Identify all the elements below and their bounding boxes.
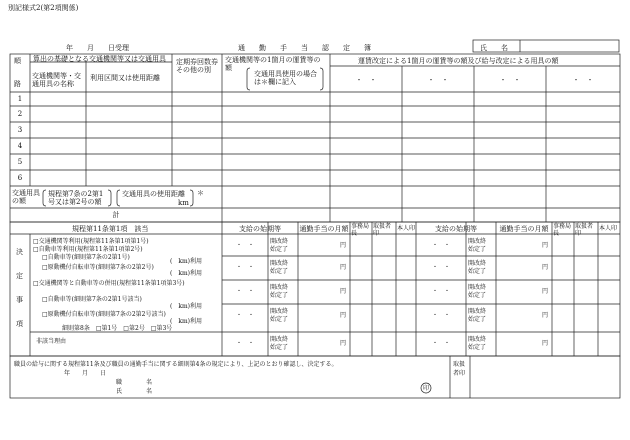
decision-item: ( km)利用	[170, 270, 203, 277]
footer-name: 氏 名	[116, 388, 153, 395]
side-char: 事	[16, 296, 23, 304]
col-office: 事務局長	[553, 223, 572, 237]
status-line-b: 始定了	[270, 344, 289, 351]
col-monthly-fare: 交通機関等の1箇月の運賃等の額	[225, 56, 321, 72]
col-transport-name: 交通機関等・交通用具の名称	[32, 72, 81, 88]
handler-label: 取扱者印	[453, 361, 466, 377]
status-line-a: 開改終	[468, 284, 487, 291]
decision-item: 細則第8条 □第1号 □第2号 □第3号	[62, 325, 173, 332]
rule-ref: 規程第7条の2第1号又は第2号の額	[48, 190, 104, 206]
form-title: 通 勤 手 当 認 定 簿	[238, 44, 371, 52]
vehicle-label: 交通用具の額	[12, 189, 40, 205]
yen-unit: 円	[340, 312, 347, 319]
yen-unit: 円	[340, 264, 347, 271]
row-number: 3	[17, 126, 23, 134]
status-line-b: 始定了	[270, 292, 289, 299]
yen-unit: 円	[542, 340, 549, 347]
col-row-no2: 路	[14, 80, 21, 88]
decision-item: ( km)利用	[170, 318, 203, 325]
status-line-b: 始定了	[270, 268, 289, 275]
star-mark: ＊	[197, 189, 204, 197]
decision-item: □自動車等(細則第7条の2第1号該当)	[42, 296, 142, 303]
side-char: 決	[16, 248, 23, 256]
name-label: 氏 名	[480, 44, 508, 52]
col-basis-header: 算出の基礎となる交通機関等又は交通用具	[33, 55, 166, 63]
status-line-a: 開改終	[270, 336, 289, 343]
decision-item: ( km)利用	[170, 303, 203, 310]
date-dots: ・ ・	[355, 76, 377, 84]
total-label: 計	[112, 211, 120, 219]
status-line-b: 始定了	[270, 246, 289, 253]
row-number: 6	[17, 174, 23, 182]
decision-item: □交通機関等利用(規程第11条第1項第1号)	[33, 238, 149, 245]
status-line-a: 開改終	[468, 336, 487, 343]
col-self: 本人印	[599, 225, 618, 232]
non-applicable: 非該当理由	[36, 338, 67, 345]
col-rule: 規程第11条第1項 該当	[72, 225, 149, 233]
col-note: 交通用具使用の場合は＊欄に記入	[254, 70, 317, 86]
side-char: 項	[16, 320, 23, 328]
yen-unit: 円	[542, 312, 549, 319]
footer-statement: 職員の給与に関する規程第11条及び職員の通勤手当に関する細則第4条の規定により、上記のとおり確認し、決定する。	[14, 361, 338, 368]
start-date-dots: ・ ・	[235, 288, 254, 295]
status-line-b: 始定了	[468, 292, 487, 299]
status-line-a: 開改終	[270, 308, 289, 315]
seal-mark: 印	[423, 385, 430, 392]
received-date: 年 月 日受理	[66, 44, 129, 52]
decision-item: ( km)利用	[170, 258, 203, 265]
decision-item: □原動機付自転車等(細則第7条の2第2号該当)	[42, 311, 166, 318]
status-line-b: 始定了	[468, 268, 487, 275]
row-number: 2	[17, 110, 23, 118]
start-date-dots: ・ ・	[431, 340, 450, 347]
status-line-a: 開改終	[468, 238, 487, 245]
row-number: 4	[17, 142, 23, 150]
col-row-no: 順	[14, 57, 21, 65]
yen-unit: 円	[340, 242, 347, 249]
km-unit: km	[178, 199, 189, 207]
date-dots: ・ ・	[572, 76, 594, 84]
start-date-dots: ・ ・	[235, 312, 254, 319]
decision-item: □交通機関等と自動車等の併用(規程第11条第1項第3号)	[33, 280, 185, 287]
status-line-a: 開改終	[270, 284, 289, 291]
yen-unit: 円	[340, 288, 347, 295]
col-handler: 取扱者印	[575, 223, 594, 237]
status-line-b: 始定了	[468, 344, 487, 351]
col-start: 支給の始期等	[435, 225, 477, 233]
col-handler: 取扱者印	[373, 223, 392, 237]
col-self: 本人印	[397, 225, 416, 232]
col-amount: 通勤手当の月額	[299, 225, 349, 233]
start-date-dots: ・ ・	[431, 242, 450, 249]
status-line-b: 始定了	[468, 316, 487, 323]
start-date-dots: ・ ・	[431, 288, 450, 295]
yen-unit: 円	[542, 264, 549, 271]
footer-post: 職 名	[116, 379, 153, 386]
col-section: 利用区間又は使用距離	[90, 74, 160, 82]
yen-unit: 円	[340, 340, 347, 347]
decision-item: □自動車等(細則第7条の2第1号)	[42, 254, 130, 261]
distance-label: 交通用具の使用距離	[122, 190, 185, 198]
col-start: 支給の始期等	[239, 225, 281, 233]
status-line-a: 開改終	[270, 260, 289, 267]
start-date-dots: ・ ・	[235, 264, 254, 271]
row-number: 5	[17, 158, 23, 166]
start-date-dots: ・ ・	[235, 242, 254, 249]
yen-unit: 円	[542, 288, 549, 295]
col-office: 事務局長	[351, 223, 370, 237]
status-line-a: 開改終	[468, 308, 487, 315]
date-dots: ・ ・	[499, 76, 521, 84]
footer-date: 年 月 日	[64, 370, 107, 377]
status-line-b: 始定了	[468, 246, 487, 253]
form-label: 別記様式2(第2項関係)	[8, 4, 79, 12]
start-date-dots: ・ ・	[431, 312, 450, 319]
decision-item: □自動車等利用(規程第11条第1項第2号)	[33, 246, 143, 253]
start-date-dots: ・ ・	[235, 340, 254, 347]
yen-unit: 円	[542, 242, 549, 249]
col-revision: 運賃改定による1箇月の運賃等の額及び給与改定による用具の額	[358, 57, 559, 65]
decision-item: □原動機付自転車等(細則第7条の2第2号)	[42, 264, 154, 271]
date-dots: ・ ・	[427, 76, 449, 84]
status-line-a: 開改終	[468, 260, 487, 267]
col-amount: 通勤手当の月額	[499, 225, 549, 233]
row-number: 1	[17, 95, 23, 103]
status-line-b: 始定了	[270, 316, 289, 323]
side-char: 定	[16, 272, 23, 280]
col-pass: 定期券回数券その他の別	[176, 58, 218, 74]
start-date-dots: ・ ・	[431, 264, 450, 271]
status-line-a: 開改終	[270, 238, 289, 245]
